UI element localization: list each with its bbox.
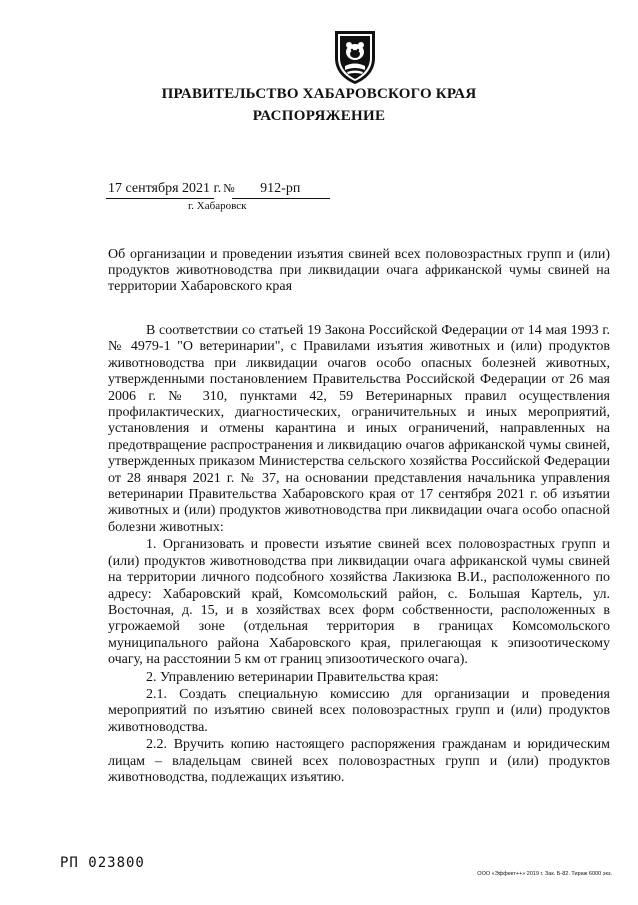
item-2-paragraph: 2. Управлению ветеринарии Правительства края:	[146, 669, 439, 685]
document-subject: Об организации и проведении изъятия свиней всех половозрастных групп и (или) продуктов животноводства при ликвидации очага африканской чумы свиней на территории Хабаровского края	[108, 247, 610, 294]
number-underline	[232, 198, 330, 199]
printer-imprint: ООО «Эффект++» 2019 г. Зак. Б-82. Тираж 6000 экз.	[477, 871, 612, 877]
item-2-2-paragraph: 2.2. Вручить копию настоящего распоряжения гражданам и юридическим лицам – владельцам свиней всех половозрастных групп и (или) продуктов животноводства, подлежащих изъятию.	[108, 737, 610, 785]
date-underline	[106, 198, 214, 199]
document-type: РАСПОРЯЖЕНИЕ	[252, 108, 386, 124]
document-body	[108, 323, 610, 786]
form-serial-number: РП 023800	[60, 855, 145, 871]
date-number-line	[108, 181, 300, 197]
document-date: 17 сентября 2021 г.	[108, 181, 222, 196]
item-1-paragraph: 1. Организовать и провести изъятие свиней всех половозрастных групп и (или) продуктов животноводства при ликвидации очага африканской чумы свиней на территории личного подсобного хозяйства Лакизюка В.И., расположенного по адресу: Хабаровский край, Комсомольский район, с. Большая Картель, ул. Восточная, д. 15, и в хозяйствах всех форм собственности, расположенных в угрожаемой зоне (отдельная территория в границах Комсомольского муниципального района Хабаровского края, прилегающая к эпизоотическому очагу, на расстоянии 5 км от границ эпизоотического очага).	[108, 537, 610, 668]
coat-of-arms-icon	[331, 28, 379, 86]
issue-city: г. Хабаровск	[188, 200, 247, 212]
item-2-1-paragraph: 2.1. Создать специальную комиссию для организации и проведения мероприятий по изъятию свиней всех половозрастных групп и (или) продуктов животноводства.	[108, 686, 610, 735]
document-number: 912-рп	[260, 181, 301, 196]
government-title: ПРАВИТЕЛЬСТВО ХАБАРОВСКОГО КРАЯ	[161, 86, 477, 102]
preamble-paragraph: В соответствии со статьей 19 Закона Российской Федерации от 14 мая 1993 г. № 4979-1 "О ветеринарии", с Правилами изъятия животных и (или) продуктов животноводства при ликвидации очагов особо опасных болезней животных, утвержденными постановлением Правительства Российской Федерации от 26 мая 2006 г. № 310, пунктами 42, 59 Ветеринарных правил осуществления профилактических, диагностических, ограничительных и иных мероприятий, установления и отмены карантина и иных ограничений, направленных на предотвращение распространения и ликвидацию очагов африканской чумы свиней, утвержденных приказом Министерства сельского хозяйства Российской Федерации от 28 января 2021 г. № 37, на основании представления начальника управления ветеринарии Правительства Хабаровского края от 17 сентября 2021 г. об изъятии животных и (или) продуктов животноводства при ликвидации очага особо опасной болезни животных:	[108, 323, 610, 535]
number-sign: №	[223, 181, 235, 195]
